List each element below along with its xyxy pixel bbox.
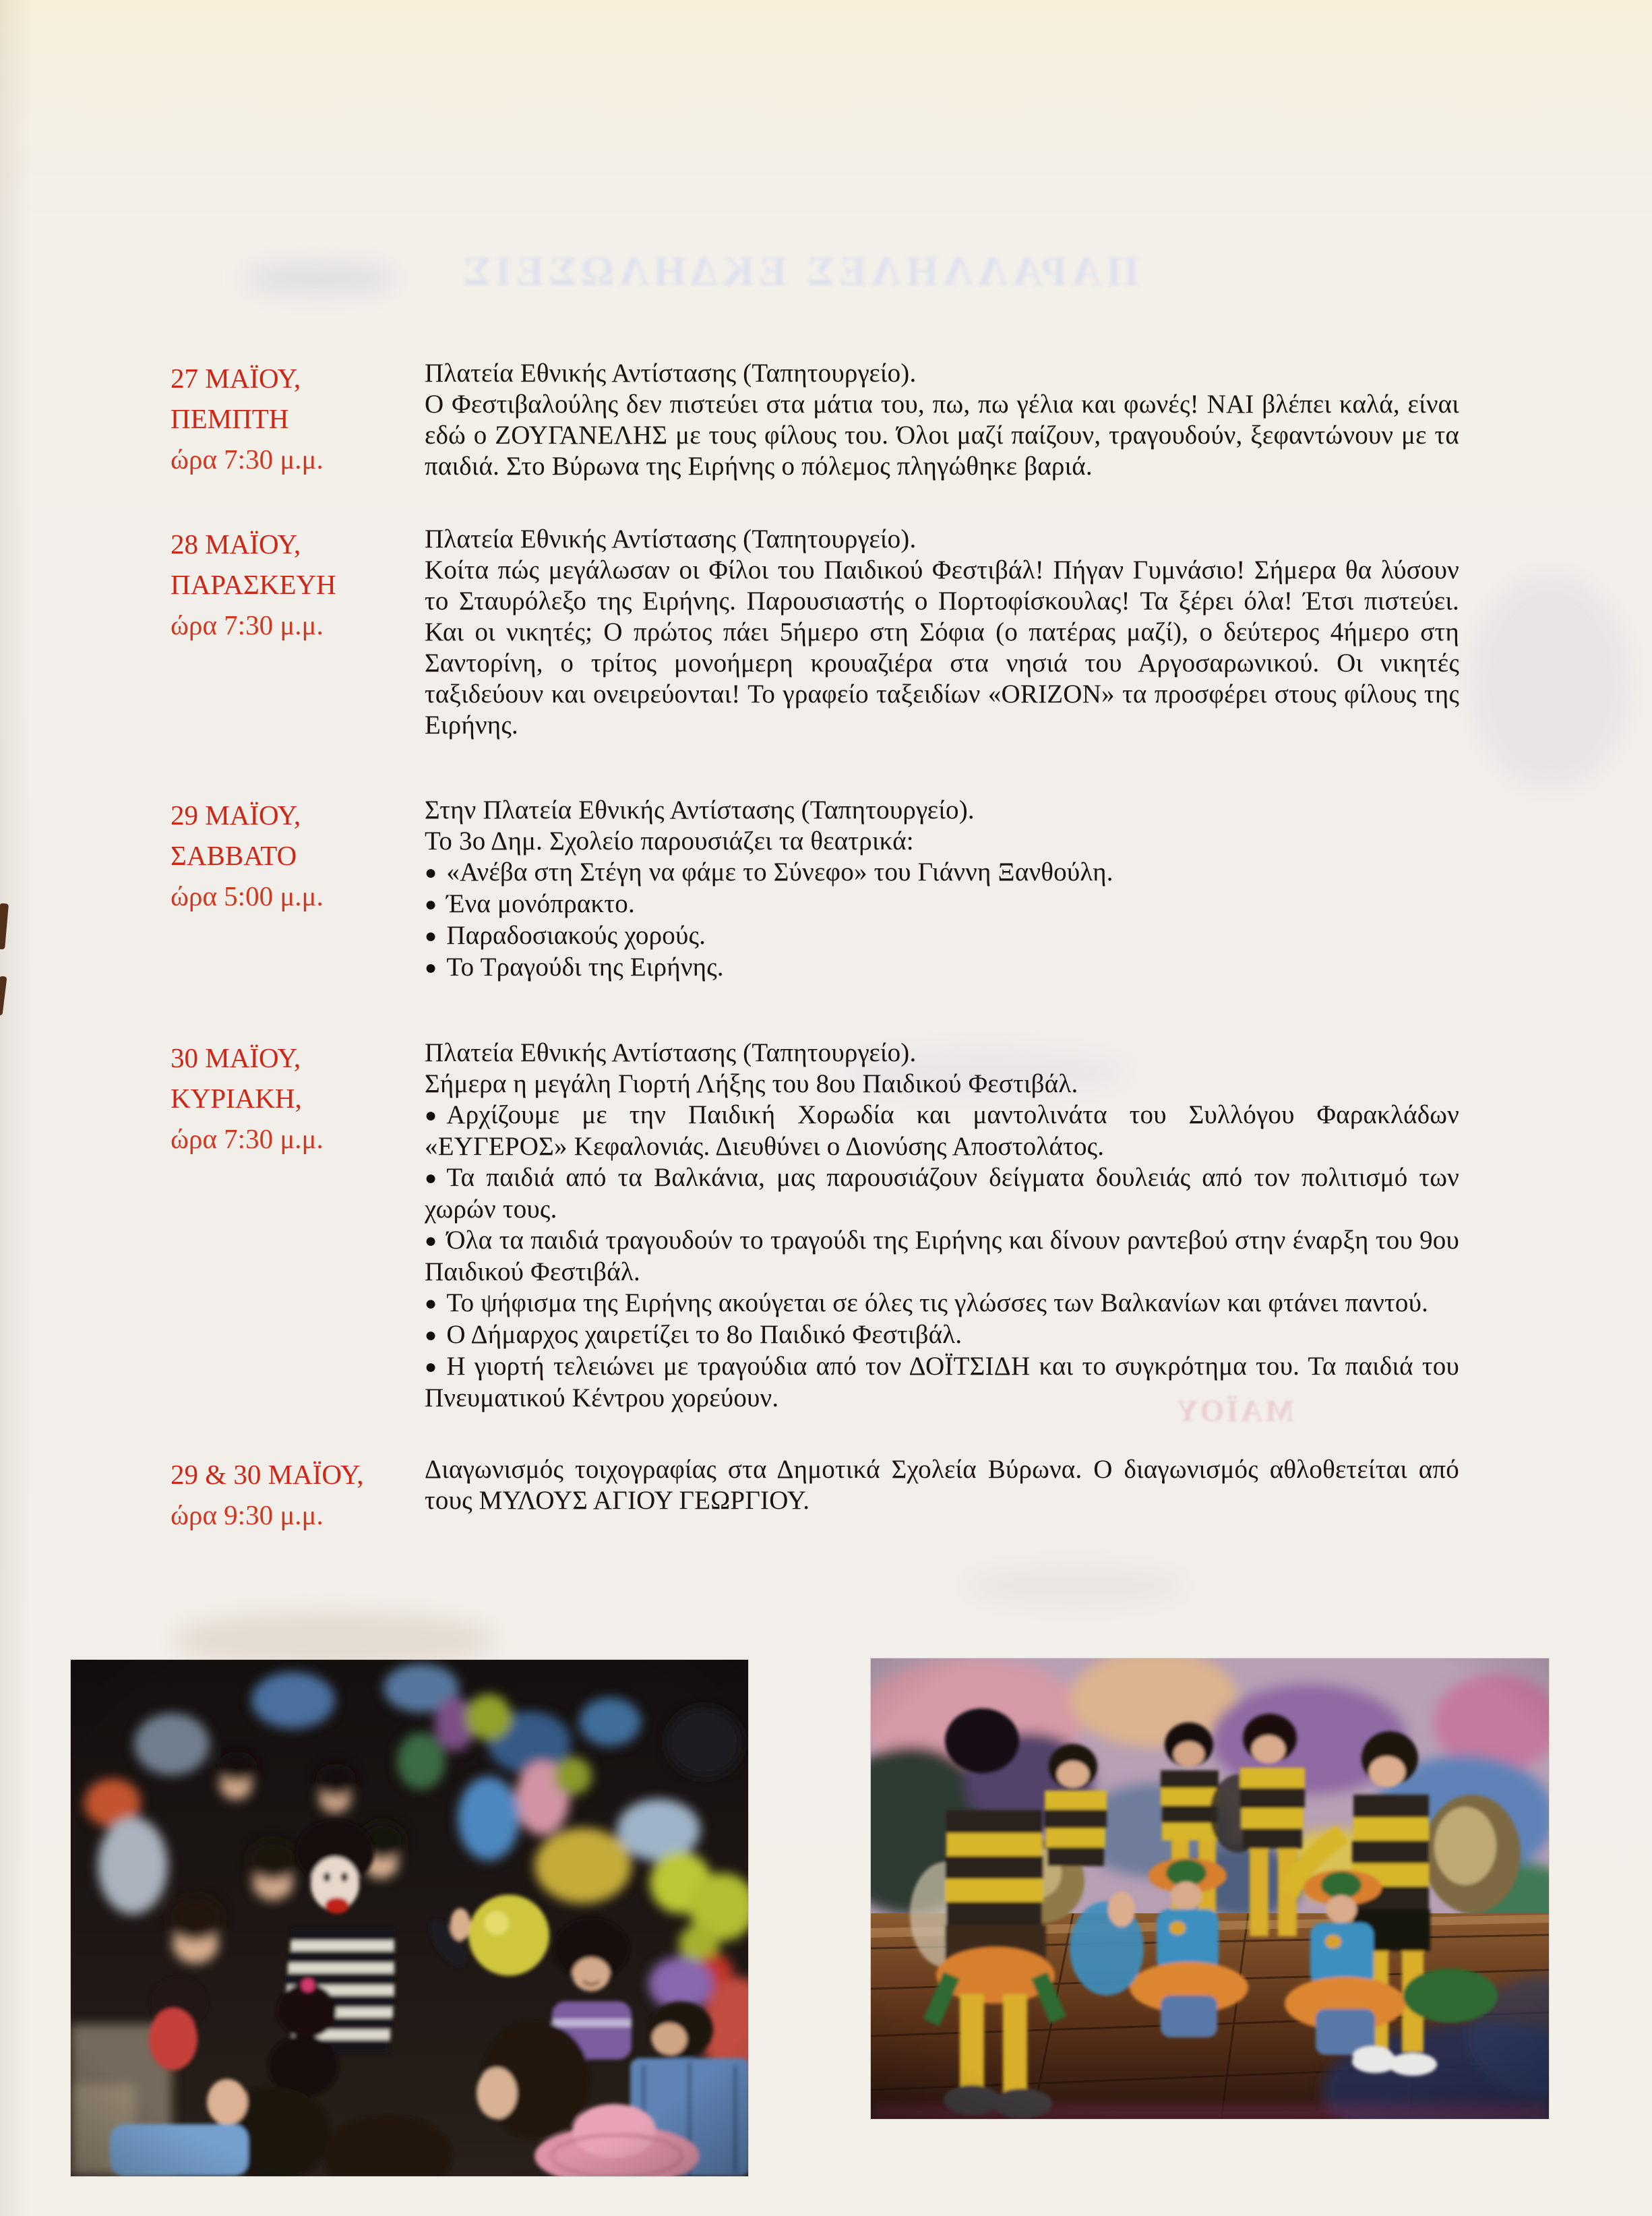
- crowd-photo-art: [71, 1660, 748, 2176]
- bullet-icon: ●: [425, 1324, 437, 1346]
- bleedthrough-smudge: [964, 1564, 1186, 1608]
- bullet-icon: ●: [425, 1104, 437, 1127]
- entry-date: 29 ΜΑΪΟΥ,: [171, 800, 301, 831]
- entry-venue: Πλατεία Εθνικής Αντίστασης (Ταπητουργείο).: [425, 1038, 917, 1067]
- entry-time: ώρα 7:30 μ.μ.: [171, 609, 324, 640]
- bullet-icon: ●: [425, 957, 437, 979]
- schedule-entry: [171, 1038, 1459, 1414]
- entry-bullet-item: ● Το ψήφισμα της Ειρήνης ακούγεται σε όλες τις γλώσσες των Βαλκανίων και φτάνει παντού.: [425, 1288, 1459, 1319]
- page-left-shading: [0, 0, 31, 2216]
- bullet-icon: ●: [425, 1167, 437, 1189]
- crowd-photo: [71, 1660, 748, 2176]
- entry-body: [425, 1038, 1459, 1414]
- entry-venue: Στην Πλατεία Εθνικής Αντίστασης (Ταπητουργείο).: [425, 796, 975, 825]
- entry-bullet-item: ● Η γιορτή τελειώνει με τραγούδια από τον ΔΟΪΤΣΙΔΗ και το συγκρότημα του. Τα παιδιά του Πνευματικού Κέντρου χορεύουν.: [425, 1352, 1459, 1412]
- entry-paragraph: Ο Φεστιβαλούλης δεν πιστεύει στα μάτια του, πω, πω γέλια και φωνές! ΝΑΙ βλέπει καλά, είναι εδώ ο ΖΟΥΓΑΝΕΛΗΣ με τους φίλους του. Όλοι μαζί παίζουν, τραγουδούν, ξεφαντώνουν με τα παιδιά. Στο Βύρωνα της Ειρήνης ο πόλεμος πληγώθηκε βαριά.: [425, 390, 1459, 481]
- entry-body: [425, 358, 1459, 482]
- bullet-icon: ●: [425, 862, 437, 884]
- entry-date: 29 & 30 ΜΑΪΟΥ,: [171, 1459, 364, 1490]
- entry-bullet-item: ● Παραδοσιακούς χορούς.: [425, 920, 1459, 952]
- entry-time: ώρα 5:00 μ.μ.: [171, 880, 324, 911]
- entry-venue: Πλατεία Εθνικής Αντίστασης (Ταπητουργείο).: [425, 525, 917, 553]
- bullet-icon: ●: [425, 1230, 437, 1252]
- entry-body: [425, 524, 1459, 741]
- bullet-icon: ●: [425, 1356, 437, 1378]
- bleedthrough-header-text: ΠΑΡΑΛΛΗΛΕΣ ΕΚΔΗΛΩΣΕΙΣ: [458, 249, 1139, 295]
- entry-label: [171, 524, 425, 645]
- schedule-entry: [171, 1454, 1459, 1535]
- bleedthrough-smudge: [243, 262, 398, 295]
- entry-bullet-item: ● Αρχίζουμε με την Παιδική Χορωδία και μαντολινάτα του Συλλόγου Φαρακλάδων «ΕΥΓΕΡΟΣ» Κεφαλονιάς. Διευθύνει ο Διονύσης Αποστολάτος.: [425, 1100, 1459, 1161]
- entry-label: [171, 1038, 425, 1159]
- bullet-icon: ●: [425, 1292, 437, 1315]
- stage-photo: [871, 1658, 1549, 2119]
- entry-date: 30 ΜΑΪΟΥ,: [171, 1042, 301, 1073]
- entry-bullet-item: ● «Ανέβα στη Στέγη να φάμε το Σύνεφο» του Γιάννη Ξανθούλη.: [425, 857, 1459, 889]
- entry-day: ΠΑΡΑΣΚΕΥΗ: [171, 569, 336, 600]
- entry-body: [425, 1454, 1459, 1516]
- entry-date: 27 ΜΑΪΟΥ,: [171, 363, 301, 394]
- schedule-entry: [171, 358, 1459, 482]
- stage-photo-art: [871, 1658, 1549, 2119]
- entry-date: 28 ΜΑΪΟΥ,: [171, 529, 301, 560]
- entry-bullet-item: ● Ένα μονόπρακτο.: [425, 889, 1459, 920]
- entry-bullet-item: ● Ο Δήμαρχος χαιρετίζει το 8ο Παιδικό Φεστιβάλ.: [425, 1319, 1459, 1351]
- entry-label: [171, 795, 425, 916]
- entry-paragraph: Κοίτα πώς μεγάλωσαν οι Φίλοι του Παιδικού Φεστιβάλ! Πήγαν Γυμνάσιο! Σήμερα θα λύσουν το Σταυρόλεξο της Ειρήνης. Παρουσιαστής ο Πορτοφίσκουλας! Τα ξέρει όλα! Έτσι πιστεύει. Και οι νικητές; Ο πρώτος πάει 5ήμερο στη Σόφια (ο πατέρας μαζί), ο δεύτερος 4ήμερο στη Σαντορίνη, ο τρίτος μονοήμερη κρουαζιέρα στα νησιά του Αργοσαρωνικού. Οι νικητές ταξιδεύουν και ονειρεύονται! Το γραφείο ταξειδίων «ORIZON» τα προσφέρει στους φίλους της Ειρήνης.: [425, 556, 1459, 740]
- schedule-list: [171, 358, 1459, 1535]
- entry-paragraph: Το 3ο Δημ. Σχολείο παρουσιάζει τα θεατρικά:: [425, 827, 914, 856]
- entry-day: ΚΥΡΙΑΚΗ,: [171, 1083, 302, 1114]
- entry-bullet-item: ● Το Τραγούδι της Ειρήνης.: [425, 952, 1459, 984]
- entry-label: [171, 1454, 425, 1535]
- entry-paragraph: Διαγωνισμός τοιχογραφίας στα Δημοτικά Σχολεία Βύρωνα. Ο διαγωνισμός αθλοθετείται από τους ΜΥΛΟΥΣ ΑΓΙΟΥ ΓΕΩΡΓΙΟΥ.: [425, 1455, 1459, 1515]
- bullet-icon: ●: [425, 893, 437, 916]
- bleedthrough-smudge: [1469, 573, 1631, 789]
- entry-label: [171, 358, 425, 479]
- entry-day: ΠΕΜΠΤΗ: [171, 403, 289, 434]
- entry-body: [425, 795, 1459, 984]
- entry-paragraph: Σήμερα η μεγάλη Γιορτή Λήξης του 8ου Παιδικού Φεστιβάλ.: [425, 1069, 1078, 1098]
- entry-bullet-item: ● Όλα τα παιδιά τραγουδούν το τραγούδι της Ειρήνης και δίνουν ραντεβού στην έναρξη του 9ου Παιδικού Φεστιβάλ.: [425, 1226, 1459, 1286]
- schedule-entry: [171, 795, 1459, 984]
- entry-venue: Πλατεία Εθνικής Αντίστασης (Ταπητουργείο).: [425, 359, 917, 388]
- entry-time: ώρα 7:30 μ.μ.: [171, 1123, 324, 1154]
- entry-time: ώρα 9:30 μ.μ.: [171, 1499, 324, 1530]
- bullet-icon: ●: [425, 925, 437, 947]
- entry-bullet-item: ● Τα παιδιά από τα Βαλκάνια, μας παρουσιάζουν δείγματα δουλειάς από τον πολιτισμό των χωρών τους.: [425, 1163, 1459, 1224]
- entry-time: ώρα 7:30 μ.μ.: [171, 444, 324, 475]
- schedule-entry: [171, 524, 1459, 741]
- entry-day: ΣΑΒΒΑΤΟ: [171, 840, 297, 871]
- bleedthrough-month-text: ΜΑΪΟΥ: [1174, 1394, 1294, 1428]
